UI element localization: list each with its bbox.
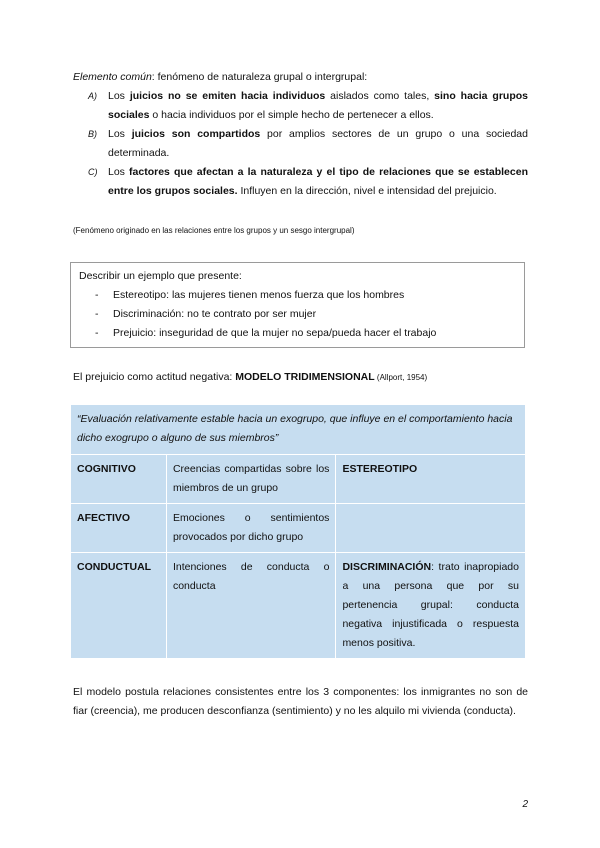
model-citation: (Allport, 1954) bbox=[374, 373, 428, 382]
item-marker: C) bbox=[88, 167, 98, 177]
component-description: Creencias compartidas sobre los miembros de un grupo bbox=[172, 463, 330, 494]
intro-text: : fenómeno de naturaleza grupal o intergrupal: bbox=[151, 71, 368, 83]
dash-bullet: - bbox=[95, 308, 99, 320]
description-cell bbox=[166, 553, 335, 659]
example-box bbox=[70, 262, 525, 348]
table-row bbox=[71, 455, 526, 504]
intro-line bbox=[73, 68, 367, 87]
item-text: Los bbox=[108, 128, 132, 140]
list-item-c bbox=[88, 163, 528, 201]
item-marker: B) bbox=[88, 129, 97, 139]
component-name: COGNITIVO bbox=[77, 463, 136, 475]
example-item-text: Prejuicio: inseguridad de que la mujer no sepa/pueda hacer el trabajo bbox=[113, 327, 437, 339]
term-description: : trato inapropiado a una persona que por su pertenencia grupal: conducta negativa injustificada o respuesta menos positiva. bbox=[342, 561, 519, 649]
tridimensional-model-table bbox=[70, 404, 526, 659]
item-bold-text: juicios son compartidos bbox=[131, 128, 261, 140]
item-text: aislados como tales, bbox=[325, 90, 435, 102]
example-item-text: Discriminación: no te contrato por ser mujer bbox=[113, 308, 317, 320]
description-cell bbox=[166, 455, 335, 504]
example-item bbox=[79, 324, 516, 343]
component-name: AFECTIVO bbox=[77, 512, 131, 524]
component-description: Intenciones de conducta o conducta bbox=[172, 561, 330, 592]
table-row bbox=[71, 553, 526, 659]
example-box-title: Describir un ejemplo que presente: bbox=[79, 270, 242, 282]
term-cell bbox=[336, 455, 526, 504]
definition-quote: “Evaluación relativamente estable hacia un exogrupo, que influye en el comportamiento hacia dicho exogrupo o alguno de sus miembros” bbox=[71, 405, 526, 455]
component-name: CONDUCTUAL bbox=[77, 561, 152, 573]
component-cell bbox=[71, 504, 167, 553]
list-item-a bbox=[88, 87, 528, 125]
term-cell bbox=[336, 504, 526, 553]
example-list bbox=[79, 286, 516, 343]
item-bold-text: factores que afectan a la naturaleza y el tipo de relaciones que se establecen entre los grupos sociales. bbox=[108, 166, 528, 197]
dash-bullet: - bbox=[95, 289, 99, 301]
conclusion-paragraph: El modelo postula relaciones consistentes entre los 3 componentes: los inmigrantes no son de fiar (creencia), me producen desconfianza (sentimiento) y no les alquilo mi vivienda (conducta). bbox=[73, 686, 528, 717]
item-text: Los bbox=[108, 90, 130, 102]
component-description: Emociones o sentimientos provocados por dicho grupo bbox=[172, 512, 330, 543]
component-cell bbox=[71, 553, 167, 659]
list-item-b bbox=[88, 125, 528, 163]
item-text: o hacia individuos por el simple hecho de pertenecer a ellos. bbox=[149, 109, 434, 121]
model-title: MODELO TRIDIMENSIONAL bbox=[235, 371, 375, 383]
example-item bbox=[79, 286, 516, 305]
item-bold-text: sino hacia grupos sociales bbox=[108, 90, 528, 121]
example-item-text: Estereotipo: las mujeres tienen menos fuerza que los hombres bbox=[113, 289, 405, 301]
intro-label: Elemento común bbox=[73, 71, 152, 83]
table-quote-row bbox=[71, 405, 526, 455]
item-text: Los bbox=[108, 166, 130, 178]
description-cell bbox=[166, 504, 335, 553]
item-text: por amplios sectores de un grupo o una sociedad determinada. bbox=[108, 128, 528, 159]
example-item bbox=[79, 305, 516, 324]
component-cell bbox=[71, 455, 167, 504]
term-cell bbox=[336, 553, 526, 659]
characteristics-list bbox=[88, 87, 528, 201]
table-row bbox=[71, 504, 526, 553]
model-heading bbox=[73, 368, 427, 387]
model-lead: El prejuicio como actitud negativa: bbox=[73, 371, 236, 383]
origin-note: (Fenómeno originado en las relaciones entre los grupos y un sesgo intergrupal) bbox=[73, 226, 355, 235]
item-marker: A) bbox=[88, 91, 97, 101]
item-text: Influyen en la dirección, nivel e intensidad del prejuicio. bbox=[237, 185, 497, 197]
term-name: ESTEREOTIPO bbox=[342, 463, 418, 475]
term-name: DISCRIMINACIÓN bbox=[342, 561, 432, 573]
dash-bullet: - bbox=[95, 327, 99, 339]
item-bold-text: juicios no se emiten hacia individuos bbox=[129, 90, 326, 102]
page-number: 2 bbox=[522, 799, 528, 810]
